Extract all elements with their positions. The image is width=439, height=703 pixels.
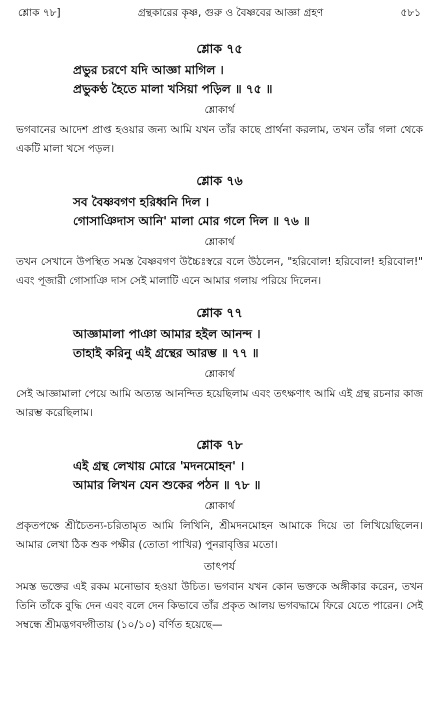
verse-line: তাহাই করিনু এই গ্রন্থের আরম্ভ ॥ ৭৭ ॥ xyxy=(73,346,259,360)
translation-title: শ্লোকার্থ xyxy=(204,369,235,380)
verse-line: এই গ্রন্থ লেখায় মোরে 'মদনমোহন' । xyxy=(73,459,245,473)
translation-title: শ্লোকার্থ xyxy=(204,501,235,512)
verse-title: শ্লোক ৭৬ xyxy=(196,173,243,188)
verse-line: প্রভুর চরণে যদি আজ্ঞা মাগিল । xyxy=(73,63,224,77)
verse-title: শ্লোক ৭৭ xyxy=(196,305,243,320)
purport-text: সমস্ত ভক্তের এই রকম মনোভাব হওয়া উচিত। ভগবান যখন কোন ভক্তকে অঙ্গীকার করেন, তখন তিনি তাঁকে বুদ্ধি দেন এবং বলে দেন কিভাবে তাঁর প্রকৃত আলয় ভগবদ্ধামে ফিরে যেতে পারেন। সেই সম্বন্ধে শ্রীমদ্ভগবদ্গীতায় (১০/১০) বর্ণিত হয়েছে— xyxy=(16,581,423,631)
page-header xyxy=(16,6,423,23)
page-number: ৫৮১ xyxy=(400,7,421,19)
translation-text: সেই আজ্ঞামালা পেয়ে আমি অত্যন্ত আনন্দিত হয়েছিলাম এবং তৎক্ষণাৎ আমি এই গ্রন্থ রচনার কাজ আরম্ভ করেছিলাম। xyxy=(16,388,423,419)
verse-line: আমার লিখন যেন শুকের পঠন ॥ ৭৮ ॥ xyxy=(73,478,261,492)
verse-line: আজ্ঞামালা পাঞা আমার হইল আনন্দ । xyxy=(73,327,261,341)
purport-title: তাৎপর্য xyxy=(203,560,236,573)
translation-text: তখন সেখানে উপস্থিত সমস্ত বৈষ্ণবগণ উচ্চৈঃস্বরে বলে উঠলেন, "হরিবোল! হরিবোল! হরিবোল!" এবং পূজারী গোসাঞি দাস সেই মালাটি এনে আমার গলায় পরিয়ে দিলেন। xyxy=(16,256,423,287)
verse-line: সব বৈষ্ণবগণ হরিধ্বনি দিল । xyxy=(73,195,210,209)
chapter-title: গ্রন্থকারের কৃষ্ণ, গুরু ও বৈষ্ণবের আজ্ঞা গ্রহণ xyxy=(137,7,324,19)
verse-title: শ্লোক ৭৫ xyxy=(196,41,243,56)
verse-title: শ্লোক ৭৮ xyxy=(196,437,243,452)
translation-title: শ্লোকার্থ xyxy=(204,105,235,116)
translation-text: ভগবানের আদেশ প্রাপ্ত হওয়ার জন্য আমি যখন তাঁর কাছে প্রার্থনা করলাম, তখন তাঁর গলা থেকে একটি মালা খসে পড়ল। xyxy=(16,124,423,155)
translation-title: শ্লোকার্থ xyxy=(204,237,235,248)
verse-line: প্রভুকণ্ঠ হৈতে মালা খসিয়া পড়িল ॥ ৭৫ ॥ xyxy=(73,82,273,96)
verse-line: গোসাঞিদাস আনি' মালা মোর গলে দিল ॥ ৭৬ ॥ xyxy=(73,214,310,228)
header-verse-ref: শ্লোক ৭৮] xyxy=(18,7,61,19)
translation-text: প্রকৃতপক্ষে শ্রীচৈতন্য-চরিতামৃত আমি লিখিনি, শ্রীমদনমোহন আমাকে দিয়ে তা লিখিয়েছিলেন। আমার লেখা ঠিক শুক পক্ষীর (তোতা পাখির) পুনরাবৃত্তির মতো। xyxy=(16,520,423,551)
